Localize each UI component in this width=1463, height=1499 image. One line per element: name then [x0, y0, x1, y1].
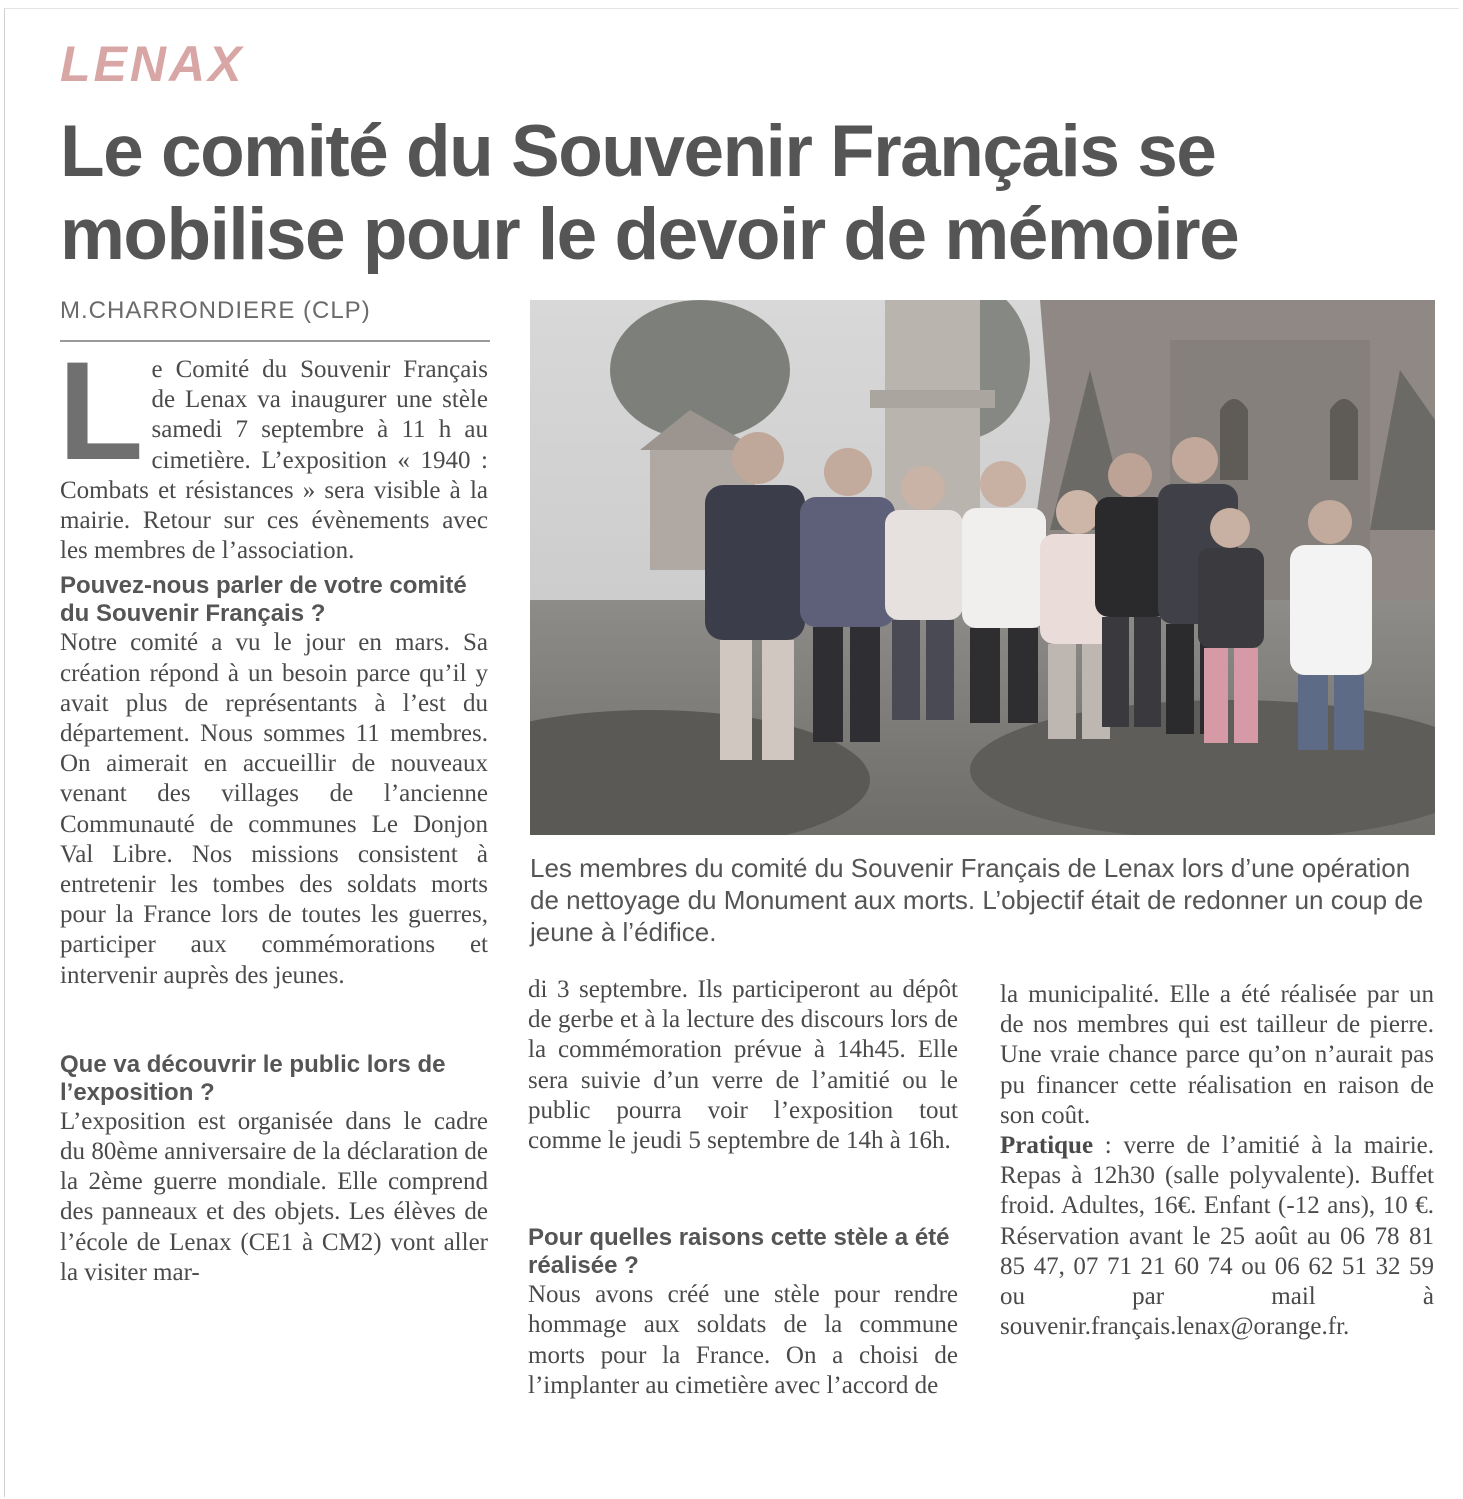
- question-heading-3: Pour quelles raisons cette stèle a été réalisée ?: [528, 1224, 950, 1280]
- practical-info-text: : verre de l’amitié à la mairie. Repas à 12h30 (salle polyvalente). Buffet froid. Adultes, 16€. Enfant (-12 ans), 10 €. Réservation avant le 25 août au 06 78 81 85 47, 07 71 21 60 74 ou 06 62 51 32 59 ou par mail à souvenir.français.lenax@orange.fr.: [1000, 1132, 1434, 1341]
- question-heading-2: Que va découvrir le public lors de l’exposition ?: [60, 1050, 446, 1106]
- article-column-1: [58, 332, 488, 1288]
- intro-paragraph: [58, 332, 488, 566]
- article-column-3: [1000, 980, 1434, 1342]
- answer-paragraph-2-part-2: di 3 septembre. Ils participeront au dépôt de gerbe et à la lecture des discours lors de la commémoration prévue à 14h45. Elle sera suivie d’un verre de l’amitié ou le public pourra voir l’exposition tout comme le jeudi 5 septembre de 14h à 16h.: [528, 976, 958, 1155]
- drop-cap: L: [58, 332, 144, 489]
- article-photo: [530, 300, 1435, 835]
- answer-paragraph-1: Notre comité a vu le jour en mars. Sa création répond à un besoin parce qu’il y avait plus de représentants à l’est du département. Nous sommes 11 membres. On aimerait en accueillir de nouveaux venant des villages de l’ancienne Communauté de communes Le Donjon Val Libre. Nos missions consistent à entretenir les tombes des soldats morts pour la France lors de toutes les guerres, participer aux commémorations et intervenir auprès des jeunes.: [60, 629, 488, 989]
- photo-caption: Les membres du comité du Souvenir Français de Lenax lors d’une opération de nettoyage du Monument aux morts. L’objectif était de redonner un coup de jeune à l’édifice.: [530, 853, 1424, 947]
- practical-info: [1000, 1131, 1434, 1342]
- practical-info-label: Pratique: [1000, 1132, 1094, 1160]
- section-kicker: LENAX: [60, 36, 245, 92]
- answer-paragraph-3-part-2: la municipalité. Elle a été réalisée par un de nos membres qui est tailleur de pierre. Une vraie chance parce qu’on n’aurait pas pu financer cette réalisation en raison de son coût.: [1000, 981, 1434, 1129]
- article-column-2: [528, 975, 958, 1401]
- answer-paragraph-3-part-1: Nous avons créé une stèle pour rendre hommage aux soldats de la commune morts pour la France. On a choisi de l’implanter au cimetière avec l’accord de: [528, 1281, 958, 1399]
- headline: Le comité du Souvenir Français se mobilise pour le devoir de mémoire: [60, 111, 1239, 275]
- byline: M.CHARRONDIERE (CLP): [60, 297, 371, 324]
- answer-paragraph-2-part-1: L’exposition est organisée dans le cadre du 80ème anniversaire de la déclaration de la 2ème guerre mondiale. Elle comprend des panneaux et des objets. Les élèves de l’école de Lenax (CE1 à CM2) vont aller la visiter mar-: [60, 1107, 488, 1286]
- question-heading-1: Pouvez-nous parler de votre comité du Souvenir Français ?: [60, 572, 467, 628]
- group-photo-illustration: [530, 300, 1435, 835]
- intro-text: e Comité du Souvenir Français de Lenax va inaugurer une stèle samedi 7 septembre à 11 h au cimetière. L’exposition « 1940 : Combats et résistances » sera visible à la mairie. Retour sur ces évènements avec les membres de l’association.: [60, 356, 488, 565]
